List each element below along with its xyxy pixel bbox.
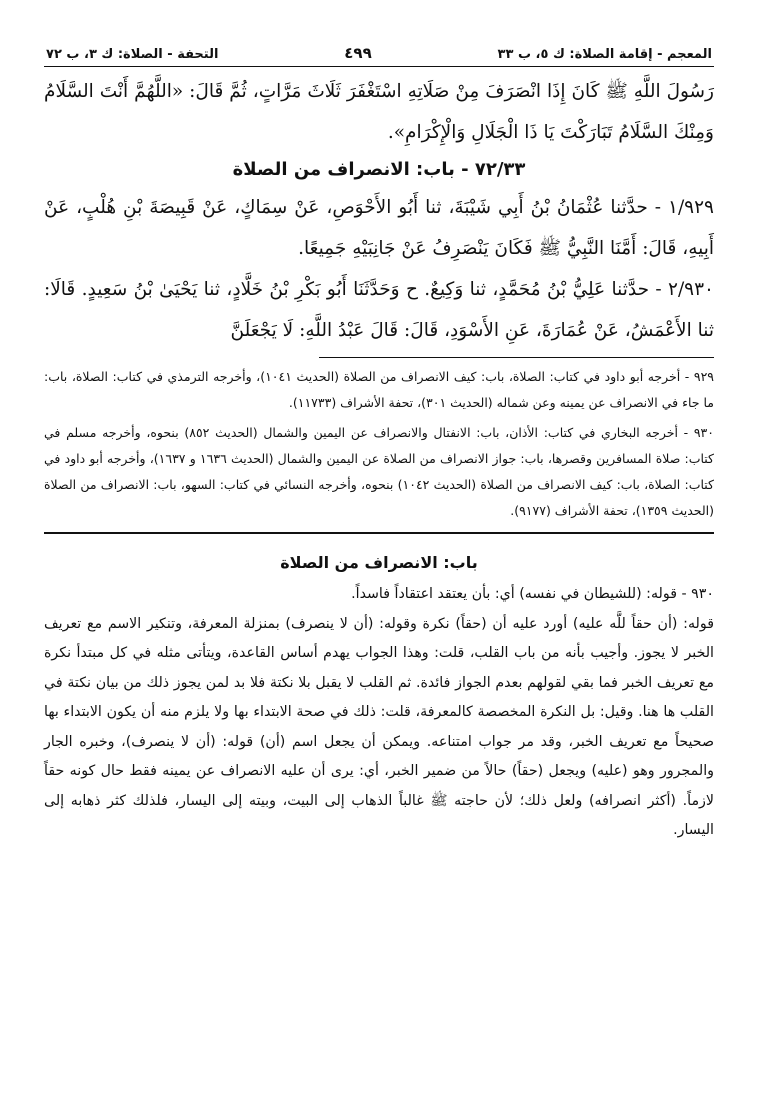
book-page: [44, 34, 714, 846]
hadith-930: ٢/٩٣٠ - حدَّثنا عَلِيُّ بْنُ مُحَمَّدٍ، ثنا وَكِيعٌ. ح وَحَدَّثَنَا أَبُو بَكْرِ بْنُ خَلَّادٍ، ثنا يَحْيَىٰ بْنُ سَعِيدٍ. قَالَا: ثنا الأَعْمَشُ، عَنْ عُمَارَةَ، عَنِ الأَسْوَدِ، قَالَ: قَالَ عَبْدُ اللَّهِ: لَا يَجْعَلَنَّ: [44, 279, 714, 341]
header-right: المعجم - إقامة الصلاة: ك ٥، ب ٣٣: [497, 47, 712, 62]
chapter-title: ٧٢/٣٣ - باب: الانصراف من الصلاة: [232, 159, 526, 180]
header-left: التحفة - الصلاة: ك ٣، ب ٧٢: [46, 47, 219, 62]
commentary-para-2: قوله: (أن حقاً للَّه عليه) أورد عليه أن (حقاً) نكرة وقوله: (أن لا ينصرف) بمنزلة المعرفة، وتنكير الاسم مع تعريف الخبر لا يجوز. وأجيب بأنه من باب القلب، قلت: وهذا الجواب يهدم أساس القاعدة، ويتأتى مثله في كل مبتدأ نكرة مع تعريف الخبر فما بقي لقولهم بعدم الجواز فائدة. ثم القلب لا يقبل بلا نكتة فلا بد لمن يجوز ذلك من بيان نكتة في القلب ها هنا. وقيل: بل النكرة المخصصة كالمعرفة، قلت: ذلك في صحة الابتداء بها ولا يلزم منه أن يكون الابتداء بها صحيحاً مع تعريف الخبر، وقد مر جواب امتناعه. ويمكن أن يجعل اسم (أن) قوله: (أن لا ينصرف)، وخبره الجار والمجرور وهو (عليه) ويجعل (حقاً) حالاً من ضمير الخبر، أي: يرى أن عليه الانصراف عن يمينه فقط حال كونه حقاً لازماً. (أكثر انصرافه) ولعل ذلك؛ لأن حاجته ﷺ غالباً الذهاب إلى البيت، وبيته إلى اليسار، فلذلك كثر ذهابه إلى اليسار.: [44, 615, 714, 838]
footnotes: [44, 364, 714, 524]
hadith-text: [44, 71, 714, 351]
footnote-930: ٩٣٠ - أخرجه البخاري في كتاب: الأذان، باب: الانفتال والانصراف عن اليمين والشمال (الحديث ٨٥٢) بنحوه، وأخرجه مسلم في كتاب: صلاة المسافرين وقصرها، باب: جواز الانصراف من الصلاة عن اليمين والشمال (الحديث ١٦٣٦ و ١٦٣٧)، وأخرجه أبو داود في كتاب: الصلاة، باب: كيف الانصراف من الصلاة (الحديث ١٠٤٢) بنحوه، وأخرجه النسائي في كتاب: السهو، باب: الانصراف من الصلاة (الحديث ١٣٥٩)، تحفة الأشراف (٩١٧٧).: [44, 425, 715, 518]
commentary-para-1: ٩٣٠ - قوله: (للشيطان في نفسه) أي: بأن يعتقد اعتقاداً فاسداً.: [351, 586, 714, 602]
hadith-continuation: رَسُولَ اللَّهِ ﷺ كَانَ إِذَا انْصَرَفَ مِنْ صَلَاتِهِ اسْتَغْفَرَ ثَلَاثَ مَرَّاتٍ، ثُمَّ قَالَ: «اللَّهُمَّ أَنْتَ السَّلَامُ وَمِنْكَ السَّلَامُ تَبَارَكْتَ يَا ذَا الْجَلَالِ وَالْإِكْرَامِ».: [44, 81, 714, 143]
commentary: [44, 546, 714, 846]
running-header: [44, 34, 714, 67]
hadith-929: ١/٩٢٩ - حدَّثنا عُثْمَانُ بْنُ أَبِي شَيْبَةَ، ثنا أَبُو الأَحْوَصِ، عَنْ سِمَاكٍ، عَنْ قَبِيصَةَ بْنِ هُلْبٍ، عَنْ أَبِيهِ، قَالَ: أَمَّنَا النَّبِيُّ ﷺ فَكَانَ يَنْصَرِفُ عَنْ جَانِبَيْهِ جَمِيعًا.: [44, 197, 714, 259]
footnote-rule: [319, 357, 714, 358]
commentary-divider: [44, 532, 714, 534]
page-number: ٤٩٩: [344, 44, 372, 62]
footnote-929: ٩٢٩ - أخرجه أبو داود في كتاب: الصلاة، باب: كيف الانصراف من الصلاة (الحديث ١٠٤١)، وأخرجه الترمذي في كتاب: الصلاة، باب: ما جاء في الانصراف عن يمينه وعن شماله (الحديث ٣٠١)، تحفة الأشراف (١١٧٣٣).: [44, 369, 715, 410]
commentary-title: باب: الانصراف من الصلاة: [280, 553, 478, 572]
